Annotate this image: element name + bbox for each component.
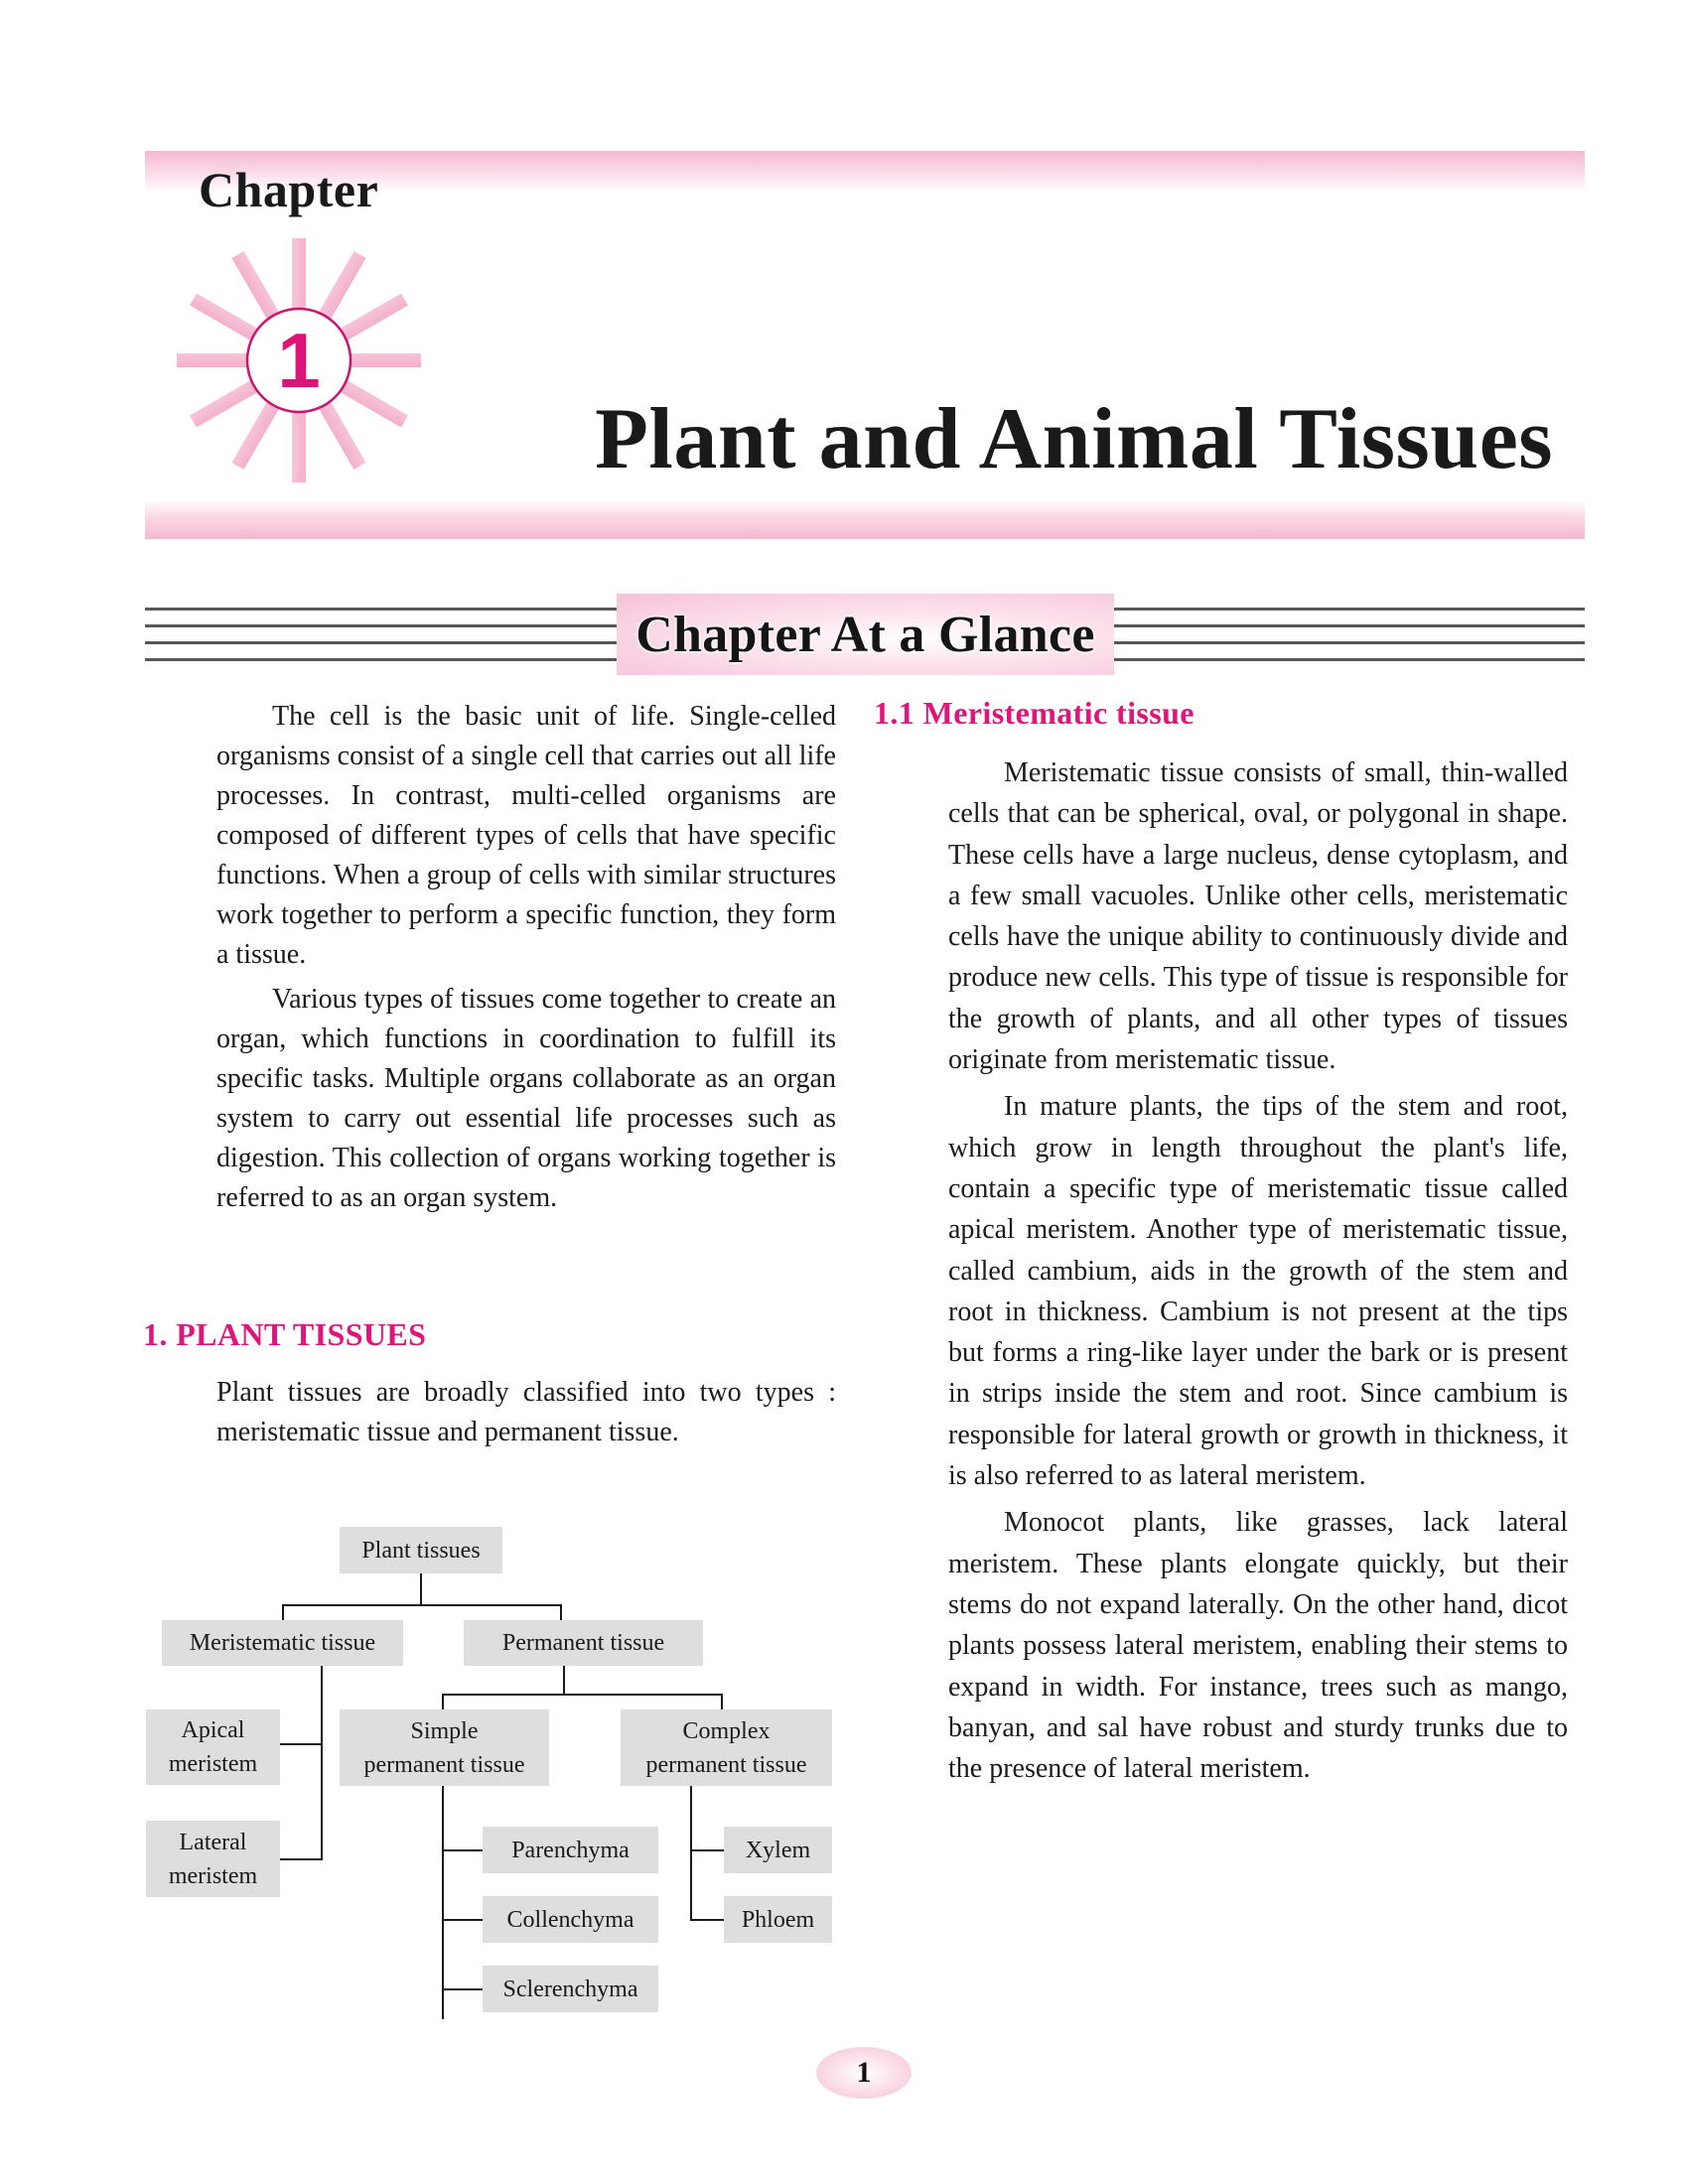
node-plant-tissues: Plant tissues — [340, 1527, 502, 1573]
connector — [442, 1849, 483, 1851]
meristematic-paragraph-1: Meristematic tissue consists of small, thin-walled cells that can be spherical, oval, or polygonal in shape. These cells have a large nucleus, dense cytoplasm, and a few small vacuoles. Unlike other cells, meristematic cells have the unique ability to continuously divide and produce new cells. This type of tissue is responsible for the growth of plants, and all other types of tissues originate from meristematic tissue. — [948, 757, 1568, 1076]
node-complex-permanent-tissue: Complex permanent tissue — [621, 1709, 832, 1786]
plant-tissues-paragraph: Plant tissues are broadly classified into two types : meristematic tissue and permanent tissue. — [216, 1377, 836, 1447]
meristematic-paragraph-2: In mature plants, the tips of the stem and root, which grow in length throughout the plant's life, contain a specific type of meristematic tissue called apical meristem. Another type of meristematic tissue, called cambium, aids in the growth of the stem and root in thickness. Cambium is not present at the tips but forms a ring-like layer under the bark or is present in strips inside the stem and root. Since cambium is responsible for lateral growth or growth in thickness, it is also referred to as lateral meristem. — [948, 1091, 1568, 1492]
section-heading-meristematic: 1.1 Meristematic tissue — [874, 695, 1195, 731]
node-phloem: Phloem — [724, 1896, 832, 1943]
connector — [690, 1919, 724, 1921]
connector — [420, 1573, 422, 1605]
connector — [721, 1694, 723, 1709]
connector — [442, 1988, 483, 1990]
connector — [321, 1666, 323, 1860]
right-column — [948, 752, 1568, 1789]
glance-title: Chapter At a Glance — [635, 606, 1095, 663]
connector — [690, 1849, 724, 1851]
glance-banner — [617, 594, 1114, 675]
connector — [442, 1919, 483, 1921]
node-lateral-meristem: Lateral meristem — [146, 1821, 280, 1897]
node-permanent-tissue: Permanent tissue — [464, 1620, 703, 1666]
node-parenchyma: Parenchyma — [483, 1827, 658, 1873]
plant-tissues-text — [216, 1373, 836, 1452]
node-simple-permanent-tissue: Simple permanent tissue — [340, 1709, 549, 1786]
node-sclerenchyma: Sclerenchyma — [483, 1966, 658, 2012]
node-collenchyma: Collenchyma — [483, 1896, 658, 1943]
connector — [442, 1694, 723, 1696]
connector — [282, 1604, 562, 1606]
node-apical-meristem: Apical meristem — [146, 1709, 280, 1785]
node-meristematic-tissue: Meristematic tissue — [162, 1620, 403, 1666]
node-xylem: Xylem — [724, 1827, 832, 1873]
page-number: 1 — [816, 2047, 912, 2099]
chapter-starburst-icon — [175, 236, 423, 484]
intro-paragraph-2: Various types of tissues come together to create an organ, which functions in coordination to fulfill its specific tasks. Multiple organs collaborate as an organ system to carry out essential life processes such as digestion. This collection of organs working together is referred to as an organ system. — [216, 984, 836, 1213]
connector — [442, 1786, 444, 2019]
left-column — [216, 697, 836, 1218]
connector — [280, 1858, 323, 1860]
connector — [282, 1604, 284, 1620]
header-band-bottom — [145, 499, 1585, 539]
connector — [563, 1666, 565, 1696]
chapter-number: 1 — [277, 317, 321, 404]
intro-paragraph-1: The cell is the basic unit of life. Single-celled organisms consist of a single cell that carries out all life processes. In contrast, multi-celled organisms are composed of different types of cells that have specific functions. When a group of cells with similar structures work together to perform a specific function, they form a tissue. — [216, 701, 836, 970]
plant-tissues-diagram — [139, 1519, 864, 2025]
section-heading-plant-tissues: 1. PLANT TISSUES — [143, 1316, 427, 1352]
connector — [690, 1786, 692, 1921]
meristematic-paragraph-3: Monocot plants, like grasses, lack lateral meristem. These plants elongate quickly, but their stems do not expand laterally. On the other hand, dicot plants possess lateral meristem, enabling their stems to expand in width. For instance, trees such as mango, banyan, and sal have robust and sturdy trunks due to the presence of lateral meristem. — [948, 1507, 1568, 1785]
connector — [280, 1743, 323, 1745]
connector — [442, 1694, 444, 1709]
chapter-title: Plant and Animal Tissues — [595, 391, 1553, 487]
chapter-label: Chapter — [199, 162, 379, 217]
connector — [560, 1604, 562, 1620]
